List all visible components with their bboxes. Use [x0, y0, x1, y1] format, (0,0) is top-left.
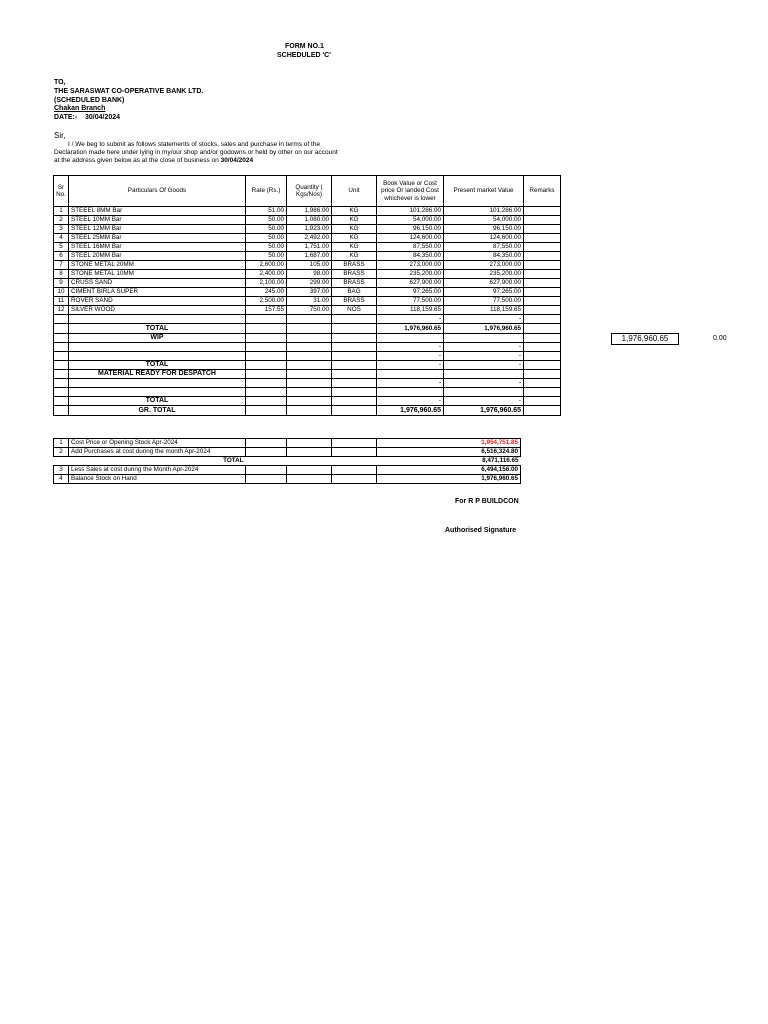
schedule-label: SCHEDULED 'C'	[277, 52, 331, 59]
table-row	[54, 306, 561, 315]
summary-total-row	[54, 457, 521, 466]
row-rate: 2,500.00	[246, 297, 287, 306]
dash-cell: -	[444, 315, 524, 324]
row-qty: 1,923.00	[287, 225, 332, 234]
summary-label: Add Purchases at cost during the month Apr-2024	[69, 448, 246, 457]
table-row	[54, 279, 561, 288]
row-name: CRUSS SAND	[69, 279, 246, 288]
despatch-total-row	[54, 397, 561, 406]
row-unit: BAG	[332, 288, 377, 297]
row-rate: 51.00	[246, 207, 287, 216]
header-rate: Rate (Rs.)	[246, 176, 287, 207]
row-rate: 50.00	[246, 243, 287, 252]
row-name: STONE METAL 20MM	[69, 261, 246, 270]
header-quantity: Quantity ( Kgs/Nos)	[287, 176, 332, 207]
total-book: 1,976,960.65	[377, 324, 444, 334]
letter-line-1: I / We beg to submit as follows statements of stocks, sales and purchase in terms of the	[68, 141, 321, 148]
total-label: TOTAL	[69, 324, 246, 334]
table-header-row	[54, 176, 561, 207]
despatch-total-label: TOTAL	[69, 397, 246, 406]
summary-label: Balance Stock on Hand	[69, 475, 246, 484]
row-sr: 6	[54, 252, 69, 261]
row-sr: 7	[54, 261, 69, 270]
summary-value: 1,954,751.85	[377, 439, 521, 448]
row-name: STEEEL 8MM Bar	[69, 207, 246, 216]
header-sr: Sr No.	[54, 176, 69, 207]
row-market: 124,600.00	[444, 234, 524, 243]
row-market: 273,000.00	[444, 261, 524, 270]
row-qty: 1,986.00	[287, 207, 332, 216]
row-unit: BRASS	[332, 297, 377, 306]
row-book: 118,159.65	[377, 306, 444, 315]
row-market: 54,000.00	[444, 216, 524, 225]
wip-total-row	[54, 361, 561, 370]
row-market: 118,159.65	[444, 306, 524, 315]
summary-sr: 3	[54, 466, 69, 475]
row-book: 97,265.00	[377, 288, 444, 297]
form-number: FORM NO.1	[285, 43, 324, 50]
summary-sr: 1	[54, 439, 69, 448]
row-unit: KG	[332, 252, 377, 261]
summary-value: 1,976,960.65	[377, 475, 521, 484]
header-particulars: Particulars Of Goods	[69, 176, 246, 207]
row-sr: 9	[54, 279, 69, 288]
row-unit: BRASS	[332, 270, 377, 279]
row-remarks	[524, 234, 561, 243]
dash-cell: -	[444, 343, 524, 352]
row-sr: 5	[54, 243, 69, 252]
row-sr: 3	[54, 225, 69, 234]
row-name: STEEL 16MM Bar	[69, 243, 246, 252]
dash-cell: -	[444, 361, 524, 370]
row-book: 77,500.00	[377, 297, 444, 306]
header-market-value: Present market Value	[444, 176, 524, 207]
row-remarks	[524, 306, 561, 315]
row-rate: 50.00	[246, 252, 287, 261]
table-row	[54, 216, 561, 225]
row-book: 87,550.00	[377, 243, 444, 252]
row-name: ROVER SAND	[69, 297, 246, 306]
row-remarks	[524, 216, 561, 225]
date-label: DATE:-	[54, 114, 78, 121]
date-line	[54, 114, 120, 121]
summary-row	[54, 475, 521, 484]
row-book: 84,350.00	[377, 252, 444, 261]
row-qty: 750.00	[287, 306, 332, 315]
dash-cell: -	[444, 379, 524, 388]
letter-line-2: Declaration made here under lying in my/our shop and/or godowns or held by other on our account	[54, 149, 338, 156]
row-remarks	[524, 279, 561, 288]
summary-label: Cost Price or Opening Stock Apr-2024	[69, 439, 246, 448]
authorised-signature: Authorised Signature	[445, 527, 517, 534]
row-book: 124,600.00	[377, 234, 444, 243]
to-label: TO,	[54, 79, 66, 86]
row-book: 627,900.00	[377, 279, 444, 288]
row-book: 96,150.00	[377, 225, 444, 234]
row-unit: KG	[332, 225, 377, 234]
row-market: 101,286.00	[444, 207, 524, 216]
row-qty: 2,492.00	[287, 234, 332, 243]
dash-cell: -	[377, 397, 444, 406]
row-remarks	[524, 261, 561, 270]
row-qty: 105.00	[287, 261, 332, 270]
row-qty: 98.00	[287, 270, 332, 279]
row-market: 627,900.00	[444, 279, 524, 288]
total-row	[54, 324, 561, 334]
row-name: CIMENT BIRLA SUPER	[69, 288, 246, 297]
grand-total-market: 1,976,960.65	[444, 406, 524, 416]
table-row	[54, 288, 561, 297]
row-sr: 11	[54, 297, 69, 306]
table-row	[54, 234, 561, 243]
row-market: 84,350.00	[444, 252, 524, 261]
grand-total-row	[54, 406, 561, 416]
letter-line-3-date: 30/04/2024	[220, 157, 254, 164]
letter-line-3	[54, 157, 253, 164]
branch-name: Chakan Branch	[54, 105, 106, 112]
dash-cell: -	[444, 397, 524, 406]
row-qty: 1,687.00	[287, 252, 332, 261]
row-sr: 8	[54, 270, 69, 279]
dash-cell: -	[377, 315, 444, 324]
summary-row	[54, 448, 521, 457]
bank-type: (SCHEDULED BANK)	[54, 97, 125, 104]
row-name: STEEL 12MM Bar	[69, 225, 246, 234]
row-sr: 4	[54, 234, 69, 243]
row-sr: 10	[54, 288, 69, 297]
summary-sr: 2	[54, 448, 69, 457]
row-name: STEEL 10MM Bar	[69, 216, 246, 225]
row-name: STEEL 20MM Bar	[69, 252, 246, 261]
wip-row	[54, 334, 561, 343]
summary-total-value: 8,471,116.65	[482, 457, 519, 464]
blank-row	[54, 343, 561, 352]
summary-sr: 4	[54, 475, 69, 484]
row-book: 235,200.00	[377, 270, 444, 279]
row-market: 96,150.00	[444, 225, 524, 234]
firm-name: For R P BUILDCON	[455, 498, 519, 505]
row-rate: 50.00	[246, 234, 287, 243]
grand-total-book: 1,976,960.65	[377, 406, 444, 416]
row-book: 273,000.00	[377, 261, 444, 270]
blank-row	[54, 352, 561, 361]
dash-cell: -	[377, 379, 444, 388]
table-row	[54, 252, 561, 261]
row-rate: 50.00	[246, 225, 287, 234]
row-rate: 2,100.00	[246, 279, 287, 288]
row-name: STEEL 25MM Bar	[69, 234, 246, 243]
row-book: 54,000.00	[377, 216, 444, 225]
row-remarks	[524, 270, 561, 279]
row-remarks	[524, 225, 561, 234]
grand-total-label: GR. TOTAL	[69, 406, 246, 416]
summary-value: 6,494,156.00	[377, 466, 521, 475]
dash-cell: -	[377, 352, 444, 361]
table-row	[54, 243, 561, 252]
summary-table	[53, 438, 521, 484]
table-row	[54, 261, 561, 270]
blank-row	[54, 315, 561, 324]
row-remarks	[524, 207, 561, 216]
table-row	[54, 225, 561, 234]
side-total-box: 1,976,960.65	[611, 333, 679, 345]
summary-value: 6,516,324.80	[377, 448, 521, 457]
row-qty: 1,080.00	[287, 216, 332, 225]
row-unit: KG	[332, 243, 377, 252]
blank-row	[54, 379, 561, 388]
row-rate: 50.00	[246, 216, 287, 225]
summary-row	[54, 439, 521, 448]
header-remarks: Remarks	[524, 176, 561, 207]
despatch-label: MATERIAL READY FOR DESPATCH	[69, 370, 246, 379]
blank-row	[54, 388, 561, 397]
wip-label: WIP	[69, 334, 246, 343]
dash-cell: -	[444, 352, 524, 361]
row-unit: BRASS	[332, 279, 377, 288]
row-market: 77,500.00	[444, 297, 524, 306]
row-market: 97,265.00	[444, 288, 524, 297]
table-row	[54, 270, 561, 279]
row-remarks	[524, 288, 561, 297]
row-name: SILVER WOOD	[69, 306, 246, 315]
row-sr: 1	[54, 207, 69, 216]
row-rate: 245.00	[246, 288, 287, 297]
total-market: 1,976,960.65	[444, 324, 524, 334]
stock-table	[53, 175, 561, 416]
row-qty: 31.00	[287, 297, 332, 306]
date-value: 30/04/2024	[84, 114, 121, 121]
row-qty: 1,751.00	[287, 243, 332, 252]
table-row	[54, 207, 561, 216]
dash-cell: -	[377, 361, 444, 370]
side-zero-value: 0.00	[713, 335, 727, 342]
row-unit: BRASS	[332, 261, 377, 270]
summary-label: Less Sales at cost during the Month Apr-2024	[69, 466, 246, 475]
row-unit: NOS	[332, 306, 377, 315]
letter-line-3-text: at the address given below as at the close of business on	[54, 157, 221, 164]
row-unit: KG	[332, 207, 377, 216]
row-remarks	[524, 252, 561, 261]
row-unit: KG	[332, 234, 377, 243]
row-name: STONE METAL 10MM	[69, 270, 246, 279]
row-rate: 2,400.00	[246, 270, 287, 279]
row-qty: 397.00	[287, 288, 332, 297]
summary-row	[54, 466, 521, 475]
bank-name: THE SARASWAT CO-OPERATIVE BANK LTD.	[54, 88, 204, 95]
dash-cell: -	[377, 343, 444, 352]
salutation: Sir,	[54, 131, 66, 140]
row-unit: KG	[332, 216, 377, 225]
summary-total-label: TOTAL	[223, 457, 244, 464]
row-remarks	[524, 297, 561, 306]
wip-total-label: TOTAL	[69, 361, 246, 370]
row-market: 235,200.00	[444, 270, 524, 279]
header-unit: Unit	[332, 176, 377, 207]
row-remarks	[524, 243, 561, 252]
header-book-value: Book Value or Cost price Or landed Cost whichever is lower	[377, 176, 444, 207]
row-qty: 299.00	[287, 279, 332, 288]
row-book: 101,286.00	[377, 207, 444, 216]
row-sr: 2	[54, 216, 69, 225]
row-market: 87,550.00	[444, 243, 524, 252]
despatch-row	[54, 370, 561, 379]
row-rate: 157.55	[246, 306, 287, 315]
table-row	[54, 297, 561, 306]
row-sr: 12	[54, 306, 69, 315]
row-rate: 2,600.00	[246, 261, 287, 270]
